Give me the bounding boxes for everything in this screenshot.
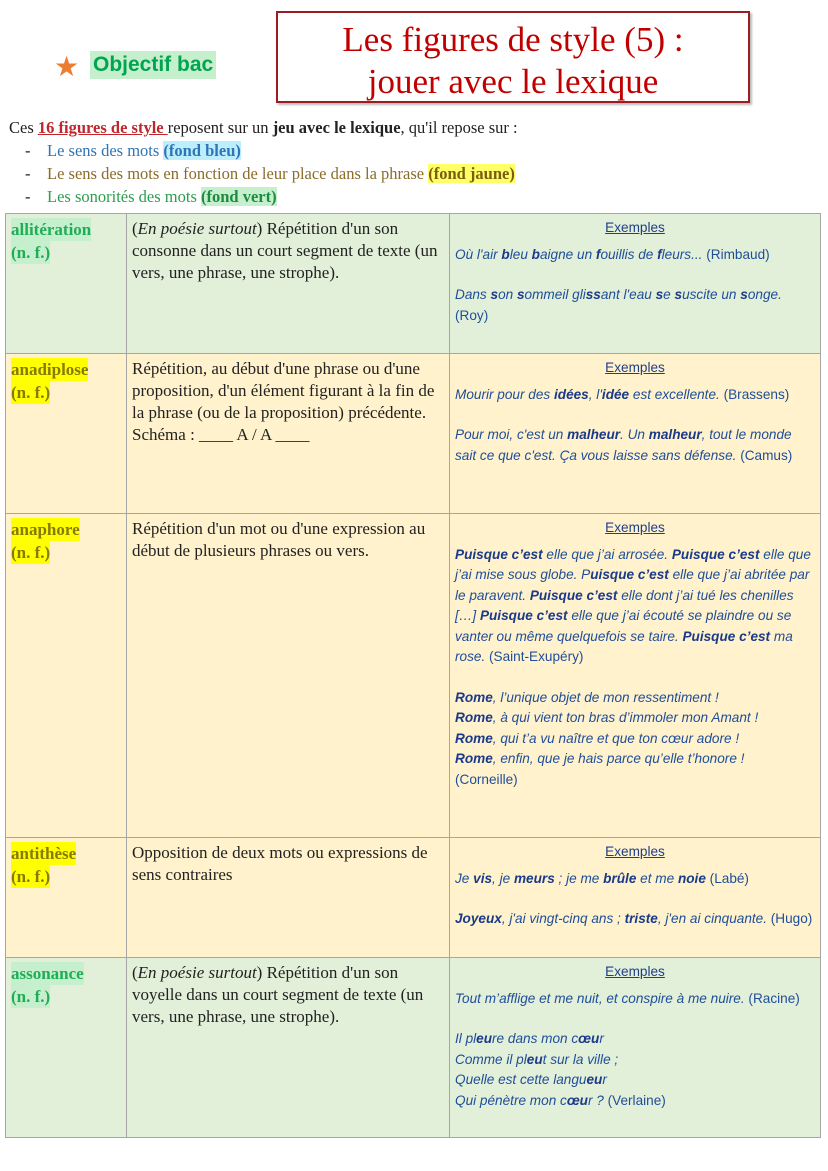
title-line-1: Les figures de style (5) :: [342, 20, 684, 59]
intro-bold: jeu avec le lexique: [272, 118, 401, 137]
example: [455, 425, 815, 466]
example-segment: s: [655, 287, 664, 302]
example-segment: meurs: [513, 870, 555, 886]
term-gender-line: [11, 985, 121, 1008]
term-name: allitération: [11, 220, 92, 239]
example-segment: (Rimbaud): [706, 246, 770, 262]
intro-highlight: 16 figures de style: [37, 118, 168, 137]
example: [455, 545, 815, 668]
example-segment: Quelle est cette langu: [455, 1072, 587, 1087]
example-segment: b: [501, 246, 510, 262]
definition-cell: [127, 514, 450, 838]
example-segment: b: [531, 246, 540, 262]
category-tag: (fond vert): [201, 187, 277, 206]
example-segment: Comme il pl: [455, 1051, 527, 1067]
star-icon: ★: [54, 50, 80, 83]
example-segment: Dans: [455, 287, 491, 302]
example: [455, 385, 815, 406]
example-segment: , enfin, que je hais parce qu’elle t’honore !: [492, 751, 745, 766]
example-segment: ; je me: [554, 870, 604, 886]
intro-middle: reposent sur un: [167, 118, 273, 137]
example-segment: Puisque c’est: [682, 628, 771, 644]
example-segment: , l’unique objet de mon ressentiment !: [492, 689, 719, 705]
intro-prefix: Ces: [9, 118, 38, 137]
example-segment: œu: [566, 1092, 588, 1108]
example: [455, 1029, 815, 1111]
example-segment: s: [490, 287, 499, 302]
example-segment: Rome: [455, 751, 493, 766]
definition-segment: ) Répétition d'un son consonne dans un court segment de texte (un vers, une phrase, une strophe).: [132, 219, 438, 282]
example-segment: s: [740, 287, 748, 302]
example-line: [455, 1070, 815, 1091]
example-line: [455, 285, 815, 326]
example-segment: Rome: [455, 730, 493, 746]
example-segment: leurs...: [661, 246, 707, 262]
example-line: [455, 989, 815, 1010]
example-line: [455, 1091, 815, 1112]
example-segment: Il pl: [455, 1031, 477, 1046]
example: [455, 688, 815, 791]
example-line: [455, 869, 815, 890]
category-tag: (fond jaune): [428, 164, 515, 183]
example: [455, 245, 815, 266]
example-line: [455, 729, 815, 750]
objectif-bac-badge: Objectif bac: [90, 51, 216, 79]
definition-segment: (: [132, 963, 138, 982]
example-segment: eu: [526, 1051, 543, 1067]
example-segment: , tout le monde sait ce que c'est. Ça vous laisse sans défense.: [455, 427, 792, 463]
category-item-vert: - Les sonorités des mots (fond vert): [25, 187, 277, 206]
definition-segment: En poésie surtout: [137, 963, 257, 982]
example-segment: Tout m’afflige et me nuit, et conspire à me nuire.: [455, 990, 749, 1006]
example-segment: . Un: [620, 427, 649, 442]
example-segment: on: [498, 287, 517, 302]
example-segment: eu: [586, 1072, 603, 1087]
figures-table: [5, 213, 821, 1138]
term-name: assonance: [11, 964, 84, 983]
example: [455, 909, 815, 930]
schema: Schéma : ____ A / A ____: [132, 425, 310, 444]
example-segment: Puisque c’est: [671, 546, 760, 562]
example-segment: , je: [492, 870, 514, 886]
example-segment: , l': [588, 386, 602, 402]
example-line: [455, 1029, 815, 1050]
example-segment: Où l'air: [455, 246, 502, 262]
example-line: [455, 708, 815, 729]
example-segment: triste: [624, 911, 658, 926]
example-segment: r: [599, 1031, 604, 1046]
definition-segment: ) Répétition d'un son voyelle dans un court segment de texte (un vers, une phrase, une strophe).: [132, 963, 424, 1026]
term-gender: (n. f.): [11, 543, 51, 562]
example-segment: ouillis de: [600, 246, 658, 262]
term-name-line: [11, 218, 121, 241]
example-segment: (Camus): [740, 447, 793, 463]
example-segment: onge.: [747, 287, 782, 302]
definition: [132, 358, 444, 424]
example-line: [455, 749, 815, 770]
intro: [9, 116, 518, 208]
term-name-line: [11, 518, 121, 541]
example-segment: aigne un: [539, 246, 596, 262]
example-segment: œu: [578, 1031, 600, 1046]
example-segment: , à qui vient ton bras d’immoler mon Amant !: [492, 710, 759, 725]
example-segment: Puisque c’est: [479, 608, 568, 623]
term-gender: (n. f.): [11, 383, 51, 402]
example-segment: elle dont j’ai tué les chenilles […]: [455, 587, 794, 623]
example-segment: s: [516, 287, 525, 302]
example-segment: (Racine): [748, 990, 800, 1006]
definition-segment: Répétition, au début d'une phrase ou d'une proposition, d'un élément figurant à la fin de la phrase (ou de la proposition) précédente.: [132, 359, 435, 422]
example-segment: Puisque c’est: [455, 546, 543, 562]
example-segment: malheur: [648, 427, 702, 442]
example-line: [455, 909, 815, 930]
category-text: Les sonorités des mots: [47, 187, 201, 206]
category-list: [9, 139, 518, 208]
example-segment: Mourir pour des: [455, 386, 554, 402]
examples-heading-link[interactable]: Exemples: [605, 844, 665, 859]
category-item-jaune: - Le sens des mots en fonction de leur place dans la phrase (fond jaune): [25, 164, 515, 183]
example-line: [455, 688, 815, 709]
term-name-line: [11, 358, 121, 381]
term-gender: (n. f.): [11, 987, 51, 1006]
example: [455, 285, 815, 326]
example-segment: brûle: [603, 870, 637, 886]
examples-heading-link[interactable]: Exemples: [605, 220, 665, 235]
example-segment: Rome: [455, 710, 493, 725]
term-name: anaphore: [11, 520, 80, 539]
example-segment: (Labé): [705, 870, 749, 886]
examples-cell: [450, 514, 821, 838]
definition: [132, 518, 444, 562]
example-segment: r ?: [587, 1092, 608, 1108]
example-line: [455, 1050, 815, 1071]
example-line: [455, 425, 815, 466]
example-segment: noie: [677, 870, 706, 886]
term-cell: [6, 214, 127, 354]
definition-cell: [127, 214, 450, 354]
example-segment: (Saint-Exupéry): [489, 649, 584, 664]
example-segment: , j'ai vingt-cinq ans ;: [501, 911, 625, 926]
examples-cell: [450, 958, 821, 1138]
term-gender: (n. f.): [11, 867, 51, 886]
term-cell: [6, 838, 127, 958]
example-segment: (Roy): [455, 307, 489, 323]
example-segment: elle que j’ai mise sous globe. P: [455, 546, 811, 582]
examples-heading-link[interactable]: Exemples: [605, 520, 665, 535]
term-gender-line: [11, 381, 121, 404]
example-segment: et me: [636, 870, 678, 886]
term-gender: (n. f.): [11, 243, 51, 262]
example-segment: uisque c’est: [590, 567, 669, 582]
term-name-line: [11, 842, 121, 865]
example-segment: f: [595, 246, 601, 262]
term-gender-line: [11, 241, 121, 264]
term-name-line: [11, 962, 121, 985]
example-segment: r: [602, 1072, 607, 1087]
example-segment: idées: [553, 386, 589, 402]
example-segment: malheur: [567, 427, 621, 442]
term-cell: [6, 354, 127, 514]
example-segment: est excellente.: [629, 386, 724, 402]
definition: [132, 962, 444, 1028]
examples-cell: [450, 354, 821, 514]
intro-suffix: , qu'il repose sur :: [400, 118, 518, 137]
definition-segment: Opposition de deux mots ou expressions de sens contraires: [132, 843, 428, 884]
example: [455, 989, 815, 1010]
term-cell: [6, 958, 127, 1138]
example-line: [455, 245, 815, 266]
category-item-bleu: - Le sens des mots (fond bleu): [25, 141, 241, 160]
category-text: Le sens des mots en fonction de leur place dans la phrase: [47, 164, 429, 183]
example-segment: (Corneille): [455, 771, 518, 787]
example-line: [455, 545, 815, 668]
example-segment: Qui pénètre mon c: [455, 1092, 567, 1108]
example-line: [455, 385, 815, 406]
example-segment: s: [674, 287, 683, 302]
table-row: [6, 838, 821, 958]
examples-cell: [450, 838, 821, 958]
definition-segment: En poésie surtout: [137, 219, 257, 238]
table-row: [6, 514, 821, 838]
example-segment: elle que j’ai écouté se plaindre ou se vanter ou même quelquefois se taire.: [455, 608, 792, 644]
definition: [132, 842, 444, 886]
definition-segment: (: [132, 219, 138, 238]
example-segment: e: [663, 287, 675, 302]
example-segment: t sur la ville ;: [542, 1051, 619, 1067]
example-segment: vis: [473, 870, 493, 886]
example-segment: (Brassens): [723, 386, 790, 402]
table-row: [6, 958, 821, 1138]
example-segment: , j'en ai cinquante.: [657, 911, 771, 926]
page-title: [276, 11, 750, 103]
definition: [132, 218, 444, 284]
term-cell: [6, 514, 127, 838]
example-segment: (Verlaine): [607, 1092, 666, 1108]
term-name: antithèse: [11, 844, 77, 863]
table-row: [6, 214, 821, 354]
examples-heading-link[interactable]: Exemples: [605, 360, 665, 375]
example-segment: ss: [585, 287, 601, 302]
example-segment: Rome: [455, 689, 493, 705]
examples-cell: [450, 214, 821, 354]
example-segment: eu: [476, 1031, 493, 1046]
example-segment: Puisque c’est: [529, 587, 618, 603]
examples-heading-link[interactable]: Exemples: [605, 964, 665, 979]
definition-cell: [127, 958, 450, 1138]
category-text: Le sens des mots: [47, 141, 164, 160]
example-segment: elle que j’ai abritée par le paravent.: [455, 567, 810, 603]
term-name: anadiplose: [11, 360, 89, 379]
example-segment: uscite un: [682, 287, 741, 302]
example-segment: Joyeux: [455, 911, 502, 926]
example-segment: ommeil gli: [524, 287, 586, 302]
example-segment: , qui t’a vu naître et que ton cœur adore !: [492, 730, 740, 746]
example-segment: Pour moi, c'est un: [455, 427, 568, 442]
example-segment: ant l'eau: [600, 287, 656, 302]
definition-cell: [127, 354, 450, 514]
table-row: [6, 354, 821, 514]
title-line-2: jouer avec le lexique: [367, 62, 659, 101]
example-segment: (Hugo): [770, 911, 813, 926]
term-gender-line: [11, 865, 121, 888]
example: [455, 869, 815, 890]
example-segment: leu: [509, 246, 532, 262]
example-line: [455, 770, 815, 791]
category-tag: (fond bleu): [163, 141, 241, 160]
example-segment: idée: [601, 386, 630, 402]
example-segment: f: [657, 246, 662, 262]
example-segment: ma rose.: [455, 628, 793, 664]
definition-segment: Répétition d'un mot ou d'une expression au début de plusieurs phrases ou vers.: [132, 519, 426, 560]
example-segment: elle que j’ai arrosée.: [542, 546, 672, 562]
term-gender-line: [11, 541, 121, 564]
intro-sentence: [9, 116, 518, 139]
definition-cell: [127, 838, 450, 958]
example-segment: re dans mon c: [492, 1031, 579, 1046]
example-segment: Je: [455, 870, 474, 886]
